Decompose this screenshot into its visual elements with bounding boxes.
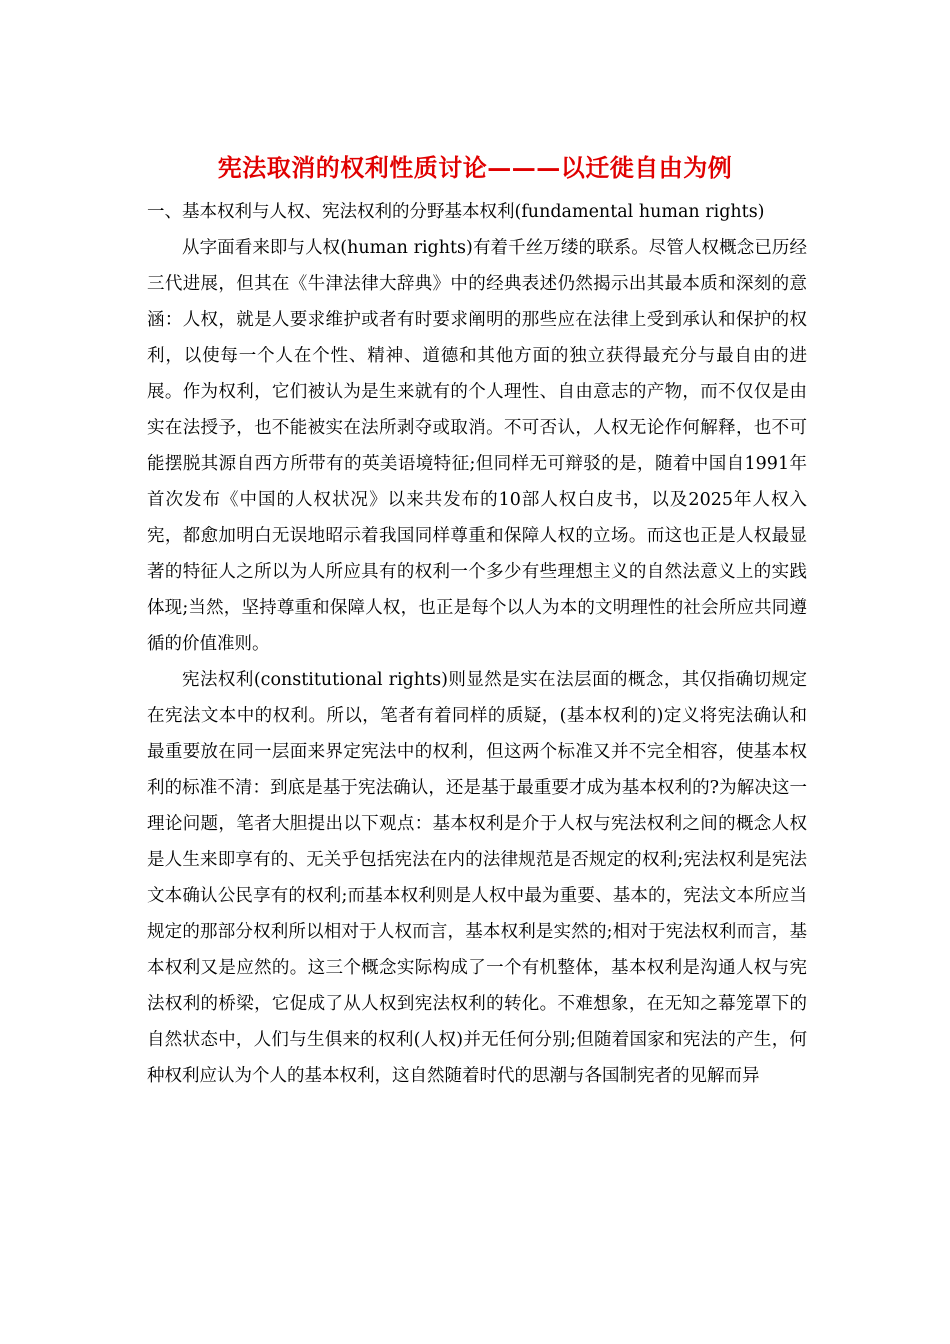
section-heading: 一、基本权利与人权、宪法权利的分野基本权利(fundamental human rights) [147, 202, 765, 222]
paragraph-1: 从字面看来即与人权(human rights)有着千丝万缕的联系。尽管人权概念已历经三代进展，但其在《牛津法律大辞典》中的经典表述仍然揭示出其最本质和深刻的意涵：人权，就是人要求维护或者有时要求阐明的那些应在法律上受到承认和保护的权利，以使每一个人在个性、精神、道德和其他方面的独立获得最充分与最自由的进展。作为权利，它们被认为是生来就有的个人理性、自由意志的产物，而不仅仅是由实在法授予，也不能被实在法所剥夺或取消。不可否认，人权无论作何解释，也不可能摆脱其源自西方所带有的英美语境特征;但同样无可辩驳的是，随着中国自1991年首次发布《中国的人权状况》以来共发布的10部人权白皮书，以及2025年人权入宪，都愈加明白无误地昭示着我国同样尊重和保障人权的立场。而这也正是人权最显著的特征人之所以为人所应具有的权利一个多少有些理想主义的自然法意义上的实践体现;当然，坚持尊重和保障人权，也正是每个以人为本的文明理性的社会所应共同遵循的价值准则。 [147, 238, 807, 654]
document-body [147, 194, 807, 1094]
document-title: 宪法取消的权利性质讨论———以迁徙自由为例 [217, 153, 733, 182]
paragraph-2: 宪法权利(constitutional rights)则显然是实在法层面的概念，其仅指确切规定在宪法文本中的权利。所以，笔者有着同样的质疑，(基本权利的)定义将宪法确认和最重要放在同一层面来界定宪法中的权利，但这两个标准又并不完全相容，使基本权利的标准不清：到底是基于宪法确认，还是基于最重要才成为基本权利的?为解决这一理论问题，笔者大胆提出以下观点：基本权利是介于人权与宪法权利之间的概念人权是人生来即享有的、无关乎包括宪法在内的法律规范是否规定的权利;宪法权利是宪法文本确认公民享有的权利;而基本权利则是人权中最为重要、基本的，宪法文本所应当规定的那部分权利所以相对于人权而言，基本权利是实然的;相对于宪法权利而言，基本权利又是应然的。这三个概念实际构成了一个有机整体，基本权利是沟通人权与宪法权利的桥梁，它促成了从人权到宪法权利的转化。不难想象，在无知之幕笼罩下的自然状态中，人们与生俱来的权利(人权)并无任何分别;但随着国家和宪法的产生，何种权利应认为个人的基本权利，这自然随着时代的思潮与各国制宪者的见解而异 [147, 670, 807, 1086]
